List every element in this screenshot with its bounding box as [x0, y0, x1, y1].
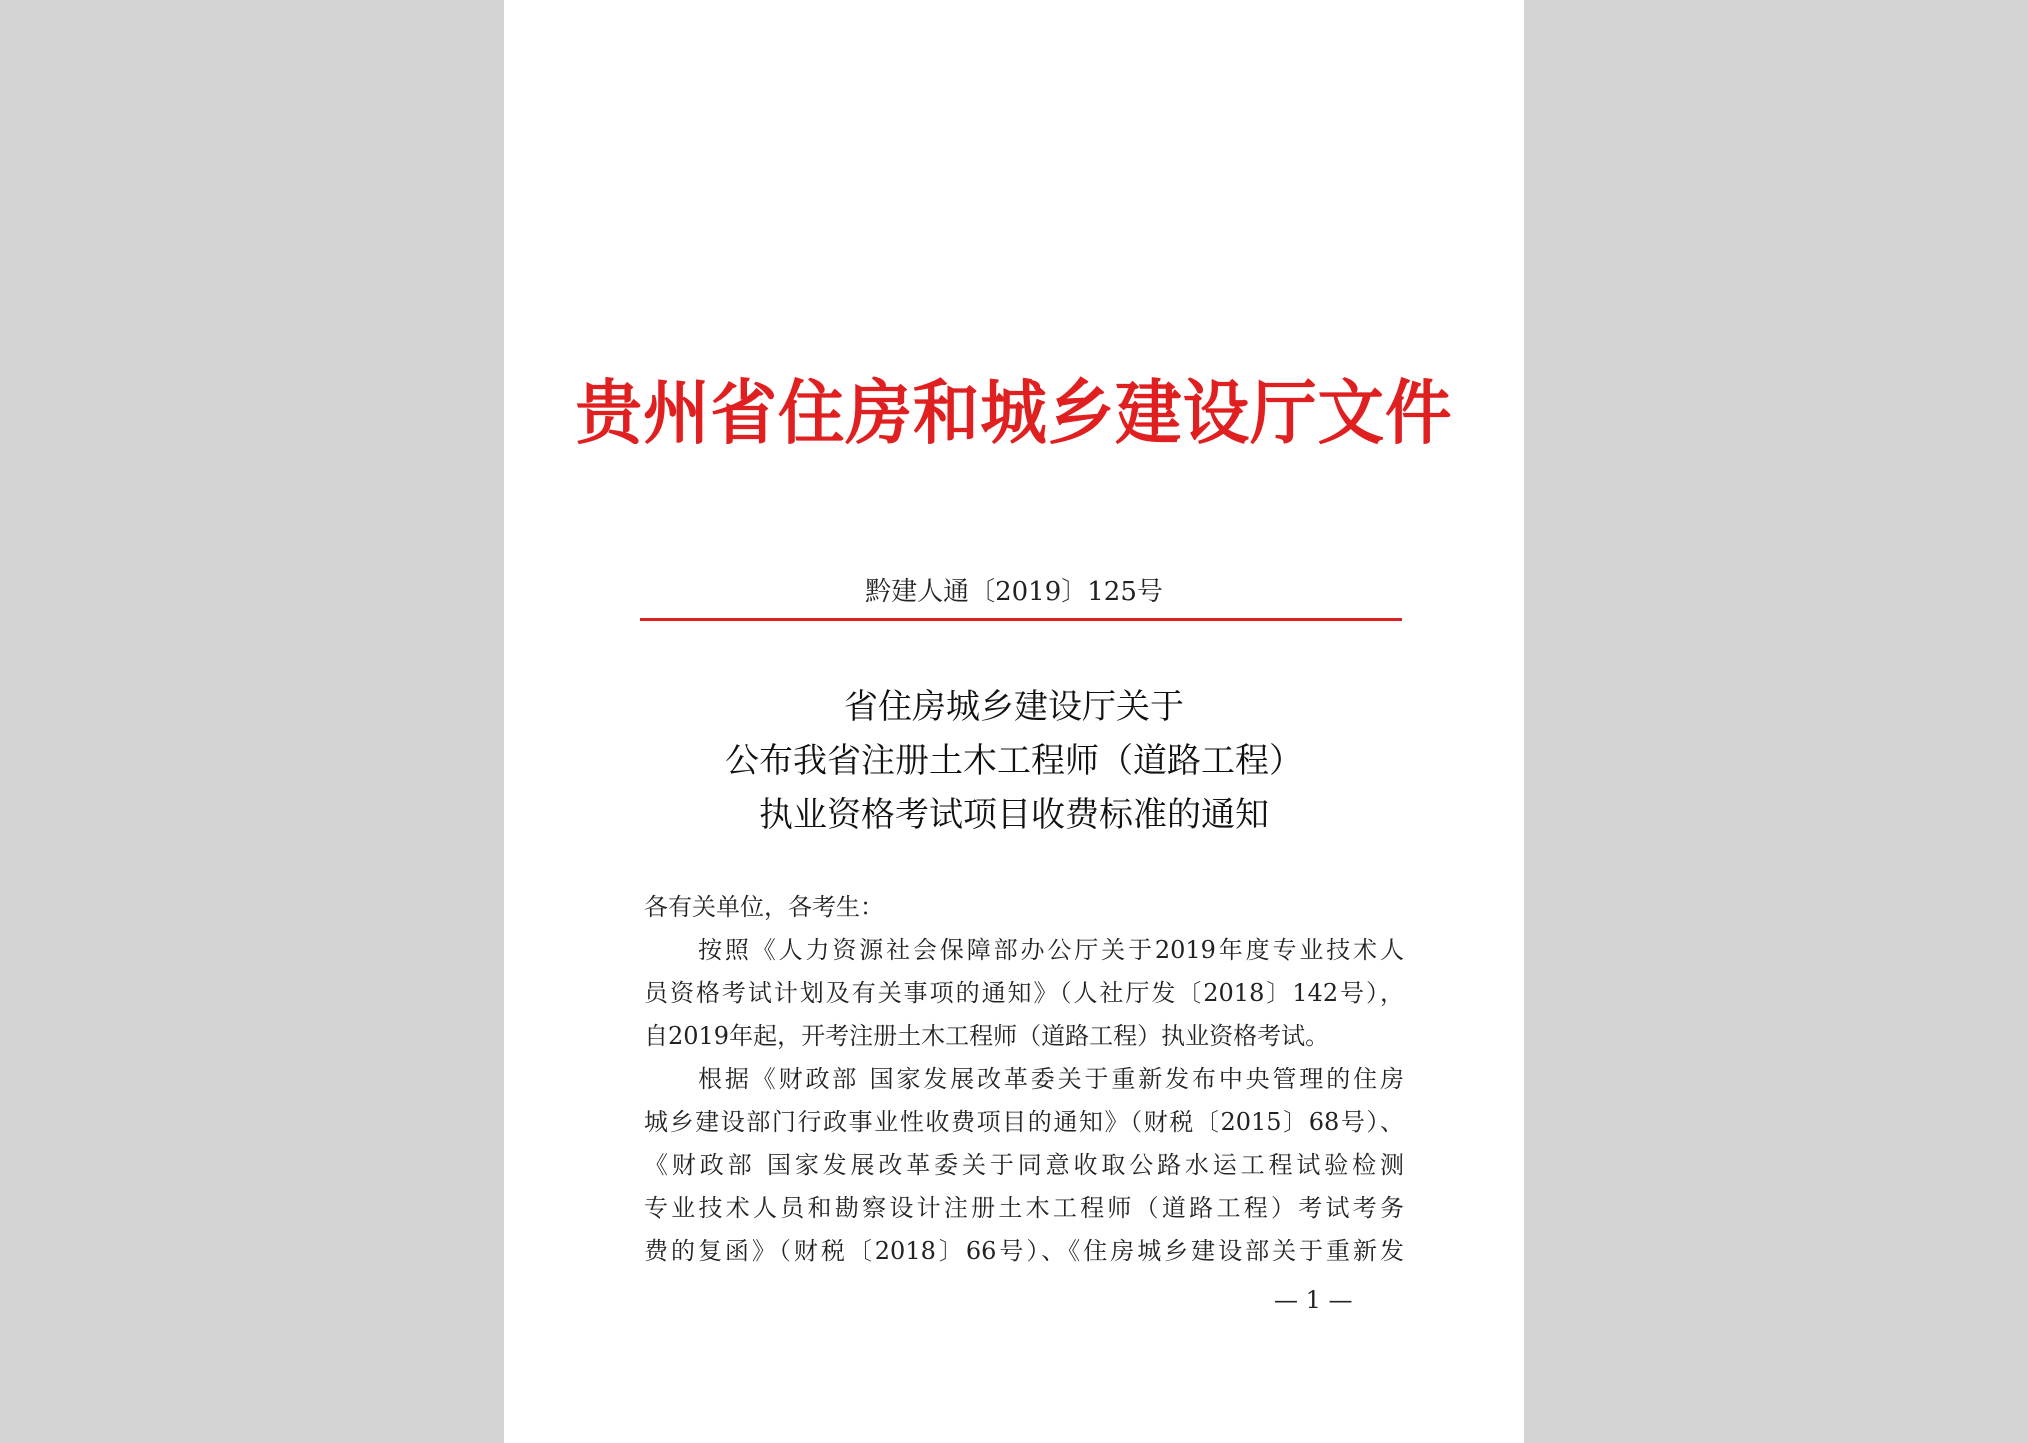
title-line-1: 省住房城乡建设厅关于	[844, 687, 1184, 727]
body-line-4: 根据《财政部 国家发展改革委关于重新发布中央管理的住房	[698, 1065, 1404, 1093]
page-number: — 1 —	[1274, 1286, 1353, 1314]
body-line-5: 城乡建设部门行政事业性收费项目的通知》（财税〔2015〕68号）、	[644, 1108, 1404, 1136]
document-title	[504, 680, 1524, 842]
document-page	[504, 0, 1524, 1443]
body-line-6: 《财政部 国家发展改革委关于同意收取公路水运工程试验检测	[644, 1151, 1404, 1179]
body-line-8: 费的复函》（财税〔2018〕66号）、《住房城乡建设部关于重新发	[644, 1237, 1404, 1265]
document-number: 黔建人通〔2019〕125号	[865, 577, 1163, 607]
title-line-3: 执业资格考试项目收费标准的通知	[759, 795, 1269, 835]
red-separator-line	[640, 618, 1402, 621]
body-line-3: 自2019年起，开考注册土木工程师（道路工程）执业资格考试。	[644, 1022, 1330, 1050]
title-line-2: 公布我省注册土木工程师（道路工程）	[725, 741, 1303, 781]
issuer-header-title: 贵州省住房和城乡建设厅文件	[575, 372, 1453, 454]
body-line-1: 按照《人力资源社会保障部办公厅关于2019年度专业技术人	[698, 936, 1404, 964]
document-body	[644, 886, 1404, 1273]
salutation: 各有关单位，各考生：	[644, 893, 884, 921]
body-line-7: 专业技术人员和勘察设计注册土木工程师（道路工程）考试考务	[644, 1194, 1404, 1222]
body-line-2: 员资格考试计划及有关事项的通知》（人社厅发〔2018〕142号），	[644, 979, 1404, 1007]
